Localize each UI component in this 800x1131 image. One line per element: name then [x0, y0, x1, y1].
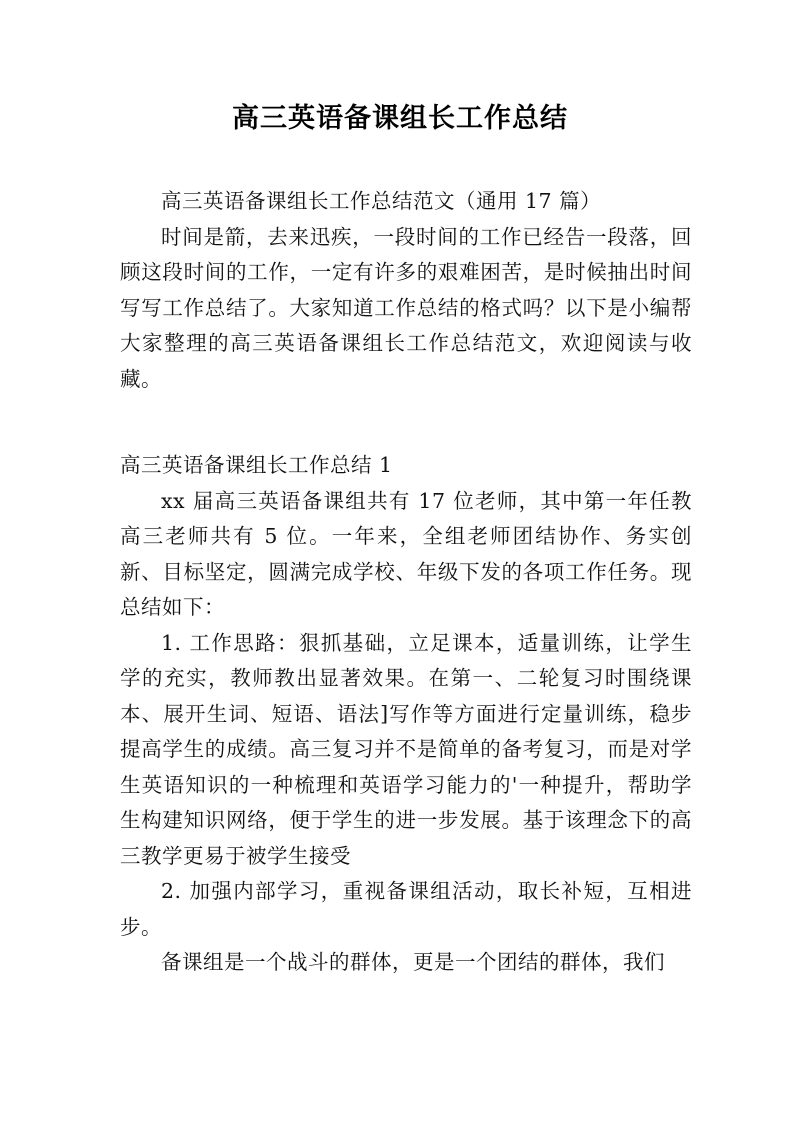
- intro-section: [120, 184, 692, 397]
- body-paragraph: 备课组是一个战斗的群体，更是一个团结的群体，我们: [161, 950, 665, 974]
- intro-paragraph: 时间是箭，去来迅疾，一段时间的工作已经告一段落，回顾这段时间的工作，一定有许多的艰难困苦，是时候抽出时间写写工作总结了。大家知道工作总结的格式吗？以下是小编帮大家整理的高三英语备课组长工作总结范文，欢迎阅读与收藏。: [120, 224, 692, 391]
- section-heading: 高三英语备课组长工作总结 1: [120, 453, 393, 477]
- intro-subtitle: 高三英语备课组长工作总结范文（通用 17 篇）: [161, 189, 602, 213]
- body-paragraph: 1. 工作思路：狠抓基础，立足课本，适量训练，让学生学的充实，教师教出显著效果。在第一、二轮复习时围绕课本、展开生词、短语、语法]写作等方面进行定量训练，稳步提高学生的成绩。高三复习并不是简单的备考复习，而是对学生英语知识的一种梳理和英语学习能力的'一种提升，帮助学生构建知识网络，便于学生的进一步发展。基于该理念下的高三教学更易于被学生接受: [120, 630, 692, 868]
- body-paragraph: 2. 加强内部学习，重视备课组活动，取长补短，互相进步。: [120, 879, 692, 939]
- document-title: 高三英语备课组长工作总结: [232, 103, 568, 134]
- body-paragraph: xx 届高三英语备课组共有 17 位老师，其中第一年任教高三老师共有 5 位。一年来，全组老师团结协作、务实创新、目标坚定，圆满完成学校、年级下发的各项工作任务。现总结如下：: [120, 488, 692, 619]
- section-1: [120, 448, 692, 981]
